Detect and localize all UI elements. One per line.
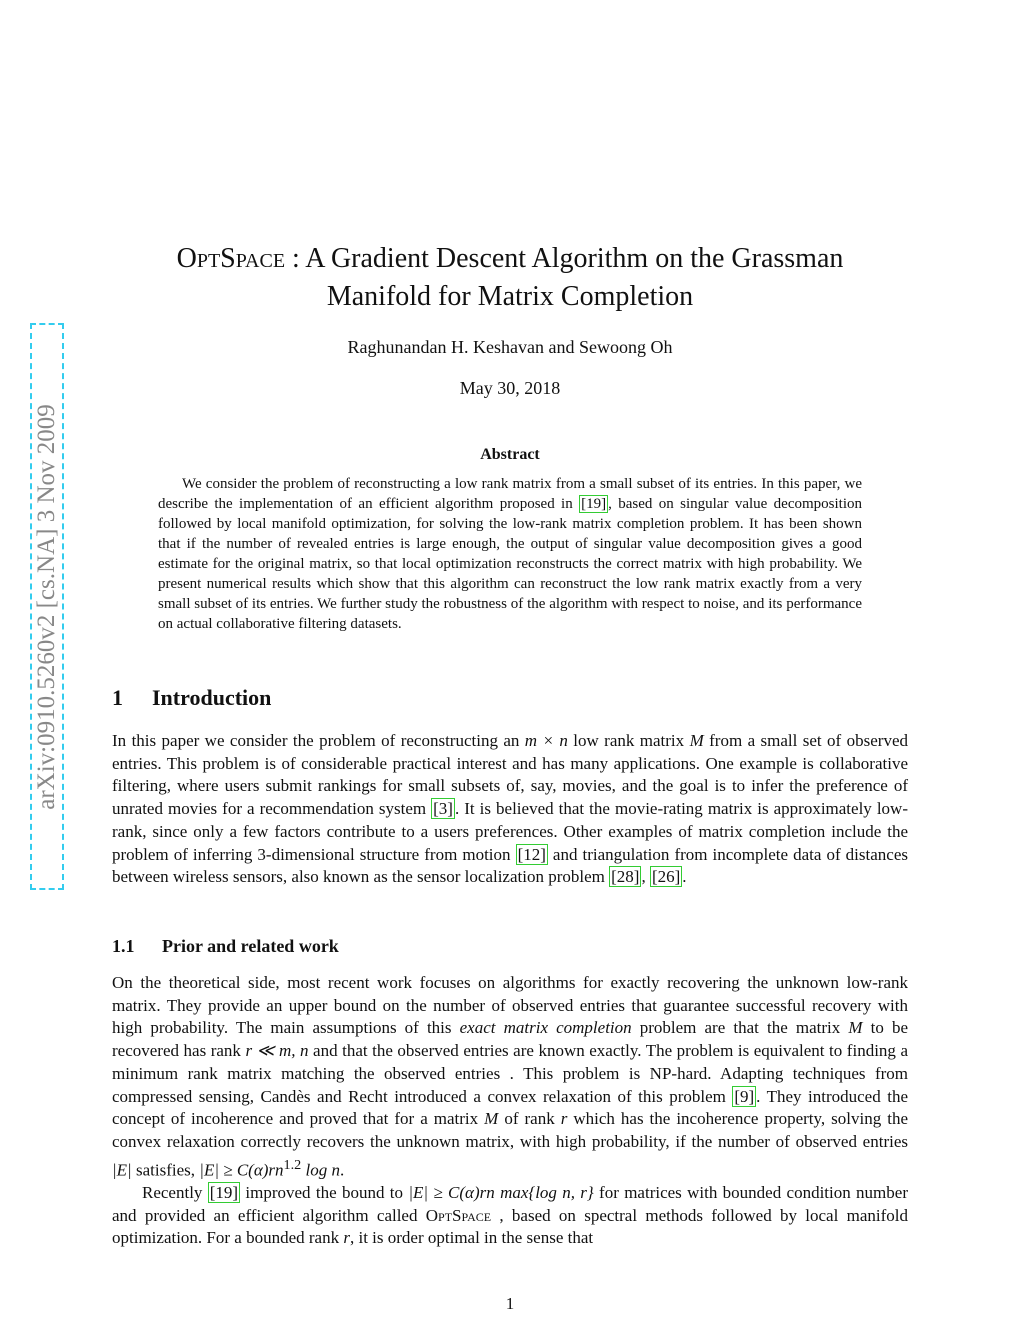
page-number: 1 — [505, 1294, 515, 1313]
body-text: . They introduced the concept of incoherence and proved that for a matrix — [112, 1086, 908, 1129]
title-optspace: OptSpace — [176, 243, 286, 274]
math-inline: log n — [301, 1160, 340, 1180]
section-number: 1 — [112, 685, 123, 710]
body-text: improved the bound to — [240, 1182, 409, 1202]
body-text: and triangulation from incomplete data of distances between wireless sensors, also known as the sensor localization problem — [112, 844, 908, 887]
math-inline: m × n — [524, 731, 568, 750]
emphasis: exact matrix completion — [459, 1018, 632, 1038]
section-heading-prior-work — [112, 936, 339, 957]
title-line2: Manifold for Matrix Completion — [326, 281, 694, 312]
math-inline: M — [848, 1018, 863, 1038]
arxiv-stamp — [30, 323, 64, 890]
math-inline: |E| ≥ C(α)rn — [199, 1160, 284, 1180]
citation-link[interactable]: [28] — [611, 867, 640, 887]
math-inline: M — [689, 731, 704, 750]
body-text: from a small set of observed entries. This problem is of considerable practical interest and has many applications. One example is collaborative filtering, where users submit rankings for small subsets of, say, movies, and the goal is to infer the preference of unrated movies for a recommendation system — [112, 731, 908, 819]
abstract-text: , based on singular value decomposition followed by local manifold optimization, for solving the low-rank matrix completion problem. It has been shown that if the number of revealed entries is large enough, the output of singular value decomposition gives a good estimate for the original matrix, so that local optimization reconstructs the correct matrix with high probability. We present numerical results which show that this algorithm can reconstruct the low rank matrix exactly from a very small subset of its entries. We further study the robustness of the algorithm with respect to noise, and its performance on actual collaborative filtering datasets. — [158, 496, 862, 632]
date: May 30, 2018 — [459, 378, 561, 398]
body-text: and that the observed entries are known exactly. The problem is equivalent to finding a minimum rank matrix matching the observed entries . This problem is NP-hard. Adapting techniques from compressed sensing, Candès and Recht introduced a convex relaxation of this problem — [112, 1041, 908, 1106]
body-text: for matrices with bounded condition number and provided an efficient algorithm called — [112, 1182, 908, 1225]
body-text: On the theoretical side, most recent work focuses on algorithms for exactly recovering the unknown low-rank matrix. They provide an upper bound on the number of observed entries that guarantee successful recovery with high probability. The main assumptions of this — [112, 973, 908, 1038]
section-heading-introduction — [112, 685, 271, 711]
math-inline: r — [560, 1109, 568, 1129]
body-text: . It is believed that the movie-rating matrix is approximately low-rank, since only a few factors contribute to a users preferences. Other examples of matrix completion include the problem of inferring 3-dimensional structure from motion — [112, 799, 908, 864]
math-inline: |E| — [112, 1160, 132, 1180]
body-text: , it is order optimal in the sense that — [349, 1228, 594, 1248]
math-inline: |E| ≥ C(α)rn max{log n, r} — [408, 1182, 594, 1202]
body-text: In this paper we consider the problem of reconstructing an — [112, 731, 525, 750]
citation-link[interactable]: [12] — [517, 844, 546, 864]
math-exponent: 1.2 — [283, 1156, 302, 1173]
arxiv-stamp-text: arXiv:0910.5260v2 [cs.NA] 3 Nov 2009 — [33, 403, 61, 810]
citation-link[interactable]: [26] — [651, 867, 681, 887]
abstract-paragraph — [158, 474, 862, 634]
citation-link[interactable]: [3] — [433, 799, 453, 819]
prior-work-body — [112, 972, 908, 1250]
section-title: Introduction — [152, 685, 272, 710]
body-text: . — [682, 867, 687, 887]
math-inline: M — [484, 1109, 499, 1129]
title-line1: : A Gradient Descent Algorithm on the Grassman — [285, 243, 844, 274]
body-text: problem are that the matrix — [631, 1018, 849, 1038]
abstract-heading: Abstract — [480, 446, 540, 463]
citation-link[interactable]: [19] — [581, 496, 607, 512]
body-text: low rank matrix — [567, 731, 690, 750]
section-number: 1.1 — [112, 936, 135, 956]
citation-link[interactable]: [9] — [734, 1086, 755, 1106]
section-title: Prior and related work — [162, 936, 339, 956]
prior-work-paragraph-1 — [112, 972, 908, 1182]
prior-work-paragraph-2 — [112, 1182, 908, 1250]
algorithm-name: OptSpace — [425, 1205, 492, 1225]
paper-title — [112, 240, 908, 316]
authors: Raghunandan H. Keshavan and Sewoong Oh — [347, 337, 673, 357]
body-text: to be recovered has rank — [112, 1018, 909, 1061]
body-text: , based on spectral methods followed by local manifold optimization. For a bounded rank — [112, 1205, 908, 1248]
math-inline: r ≪ m, n — [245, 1041, 309, 1061]
body-text: satisfies, — [131, 1160, 200, 1180]
body-text: Recently — [142, 1182, 208, 1202]
body-text: . — [339, 1160, 345, 1180]
intro-paragraph — [112, 730, 908, 889]
abstract-body — [158, 474, 862, 634]
body-text: , — [641, 867, 650, 887]
abstract-text: We consider the problem of reconstructing a low rank matrix from a small subset of its entries. In this paper, we describe the implementation of an efficient algorithm proposed in — [158, 476, 862, 512]
math-inline: r — [343, 1228, 350, 1248]
body-text: which has the incoherence property, solving the convex relaxation correctly recovers the unknown matrix, with high probability, if the number of observed entries — [112, 1109, 909, 1151]
citation-link[interactable]: [19] — [209, 1182, 239, 1202]
body-text: of rank — [498, 1109, 561, 1129]
